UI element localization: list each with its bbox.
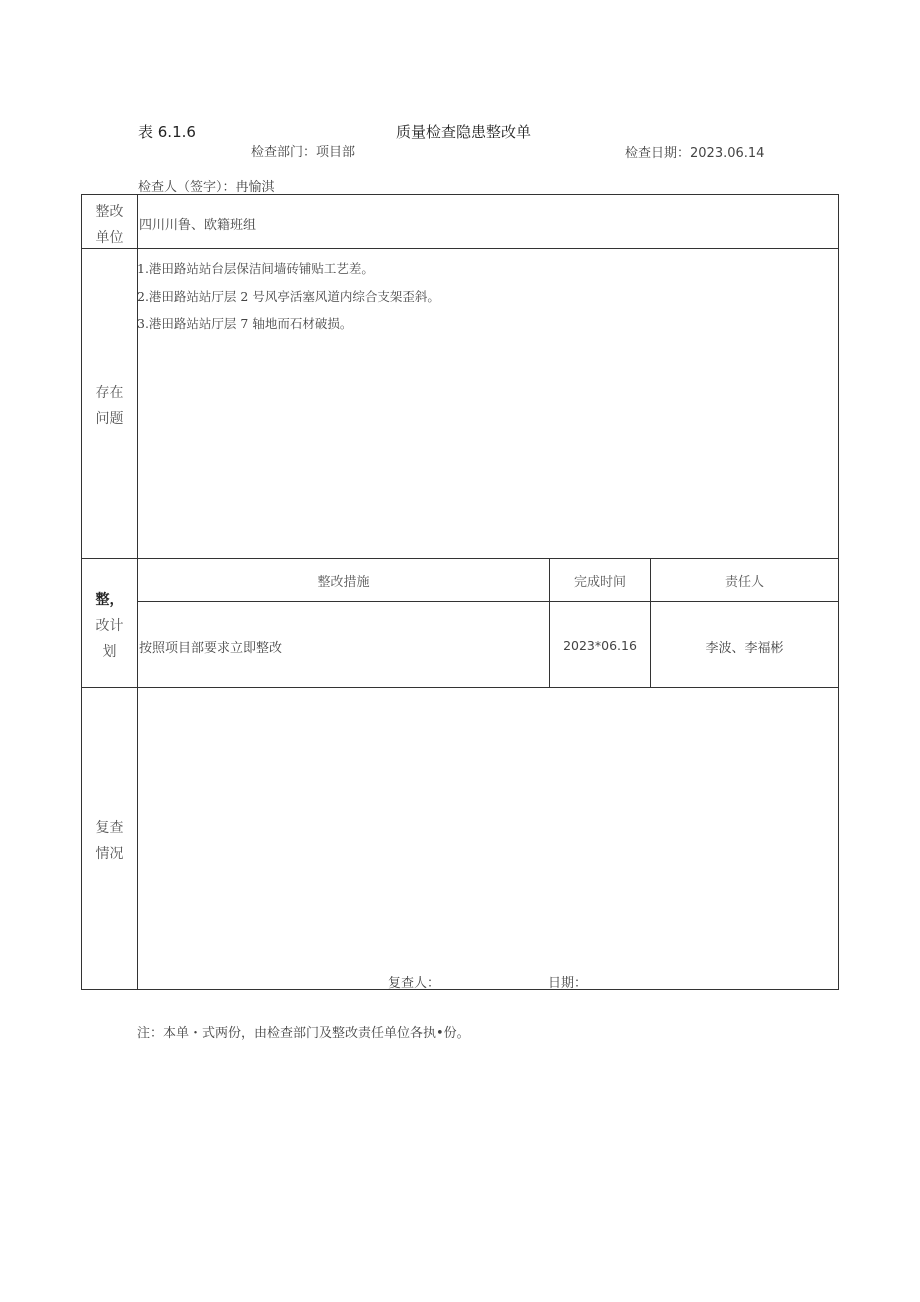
issues-label: 存在 问题 — [95, 385, 124, 427]
form-title: 质量检查隐患整改单 — [396, 123, 532, 141]
rectification-unit-label: 整改 单位 — [95, 204, 124, 246]
row-divider — [82, 558, 838, 559]
review-date: 日期： — [548, 976, 588, 991]
rectification-unit-value: 四川川鲁、欧籍班组 — [139, 218, 257, 233]
issue-item: 3.港田路站站厅层 7 轴地而石材破损。 — [137, 316, 353, 331]
inspection-department: 检查部门：项目部 — [251, 145, 356, 160]
form-code: 表 6.1.6 — [138, 123, 196, 141]
rectification-form-table — [81, 194, 839, 990]
completion-column-header: 完成时间 — [573, 575, 626, 590]
measures-value: 按照项目部要求立即整改 — [139, 641, 283, 656]
responsible-value: 李波、李福彬 — [705, 641, 784, 656]
completion-value: 2023*06.16 — [563, 638, 637, 653]
issue-item: 2.港田路站站厅层 2 号风亭活塞风道内综合支架歪斜。 — [137, 289, 440, 304]
row-divider — [137, 601, 838, 602]
responsible-column-header: 责任人 — [724, 575, 764, 590]
plan-label: 整， 改计 划 — [95, 592, 124, 660]
inspector-signature: 检查人（签字）：冉愉淇 — [138, 180, 275, 195]
measures-column-header: 整改措施 — [317, 575, 370, 590]
footnote: 注：本单・式两份，由检查部门及整改责任单位各执•份。 — [137, 1026, 470, 1041]
review-label: 复查 情况 — [95, 820, 124, 862]
issue-item: 1.港田路站站台层保洁间墙砖铺贴工艺差。 — [137, 261, 374, 276]
reviewer-signature: 复查人： — [388, 976, 441, 991]
row-divider — [82, 687, 838, 688]
row-divider — [82, 248, 838, 249]
inspection-date: 检查日期：2023.06.14 — [625, 146, 765, 161]
